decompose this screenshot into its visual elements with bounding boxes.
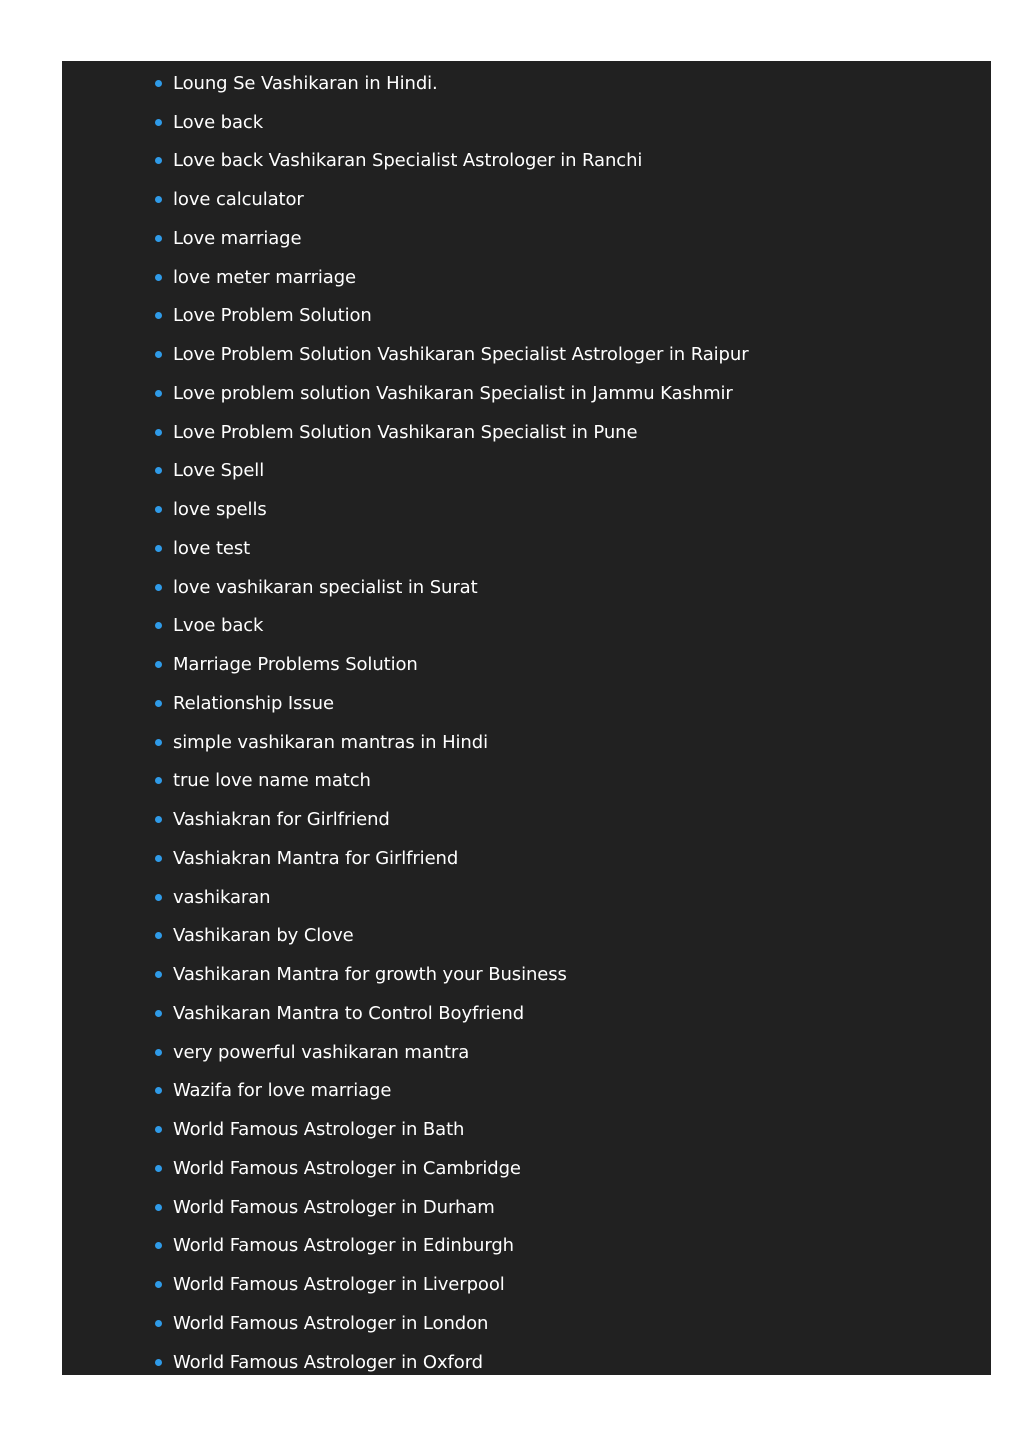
category-link[interactable]: Love back xyxy=(173,111,264,133)
category-link[interactable]: Vashikaran Mantra for growth your Business xyxy=(173,964,567,986)
list-item xyxy=(155,103,971,142)
list-item xyxy=(155,452,971,491)
bullet-icon xyxy=(155,312,162,319)
list-item xyxy=(155,762,971,801)
bullet-icon xyxy=(155,700,162,707)
list-item xyxy=(155,723,971,762)
category-link[interactable]: love vashikaran specialist in Surat xyxy=(173,576,478,598)
bullet-icon xyxy=(155,1049,162,1056)
list-item xyxy=(155,878,971,917)
category-link[interactable]: very powerful vashikaran mantra xyxy=(173,1041,470,1063)
list-item xyxy=(155,258,971,297)
list-item xyxy=(155,917,971,956)
list-item xyxy=(155,645,971,684)
category-link[interactable]: simple vashikaran mantras in Hindi xyxy=(173,731,488,753)
list-item xyxy=(155,1110,971,1149)
category-link[interactable]: Love Problem Solution Vashikaran Specialist in Pune xyxy=(173,421,638,443)
bullet-icon xyxy=(155,584,162,591)
category-link[interactable]: love test xyxy=(173,537,251,559)
category-link[interactable]: love spells xyxy=(173,499,267,521)
bullet-icon xyxy=(155,157,162,164)
bullet-icon xyxy=(155,429,162,436)
list-item xyxy=(155,142,971,181)
bullet-icon xyxy=(155,1359,162,1366)
category-link[interactable]: World Famous Astrologer in Cambridge xyxy=(173,1157,521,1179)
bullet-icon xyxy=(155,390,162,397)
category-link[interactable]: true love name match xyxy=(173,770,371,792)
category-link[interactable]: Relationship Issue xyxy=(173,692,334,714)
category-link[interactable]: Loung Se Vashikaran in Hindi. xyxy=(173,72,438,94)
list-item xyxy=(155,180,971,219)
bullet-icon xyxy=(155,467,162,474)
bullet-icon xyxy=(155,274,162,281)
category-link[interactable]: World Famous Astrologer in Oxford xyxy=(173,1351,484,1373)
bullet-icon xyxy=(155,1165,162,1172)
category-link[interactable]: World Famous Astrologer in London xyxy=(173,1312,489,1334)
bullet-icon xyxy=(155,1281,162,1288)
bullet-icon xyxy=(155,235,162,242)
list-item xyxy=(155,1149,971,1188)
category-link[interactable]: Love problem solution Vashikaran Specialist in Jammu Kashmir xyxy=(173,382,733,404)
list-item xyxy=(155,839,971,878)
bullet-icon xyxy=(155,894,162,901)
categories-panel xyxy=(62,61,991,1375)
category-link[interactable]: Lvoe back xyxy=(173,615,264,637)
category-link[interactable]: Vashikaran by Clove xyxy=(173,925,354,947)
list-item xyxy=(155,568,971,607)
list-item xyxy=(155,607,971,646)
list-item xyxy=(155,800,971,839)
bullet-icon xyxy=(155,739,162,746)
list-item xyxy=(155,219,971,258)
category-link[interactable]: World Famous Astrologer in Edinburgh xyxy=(173,1235,514,1257)
category-link[interactable]: Love marriage xyxy=(173,227,302,249)
list-item xyxy=(155,1343,971,1375)
category-link[interactable]: Love Problem Solution Vashikaran Specialist Astrologer in Raipur xyxy=(173,344,749,366)
bullet-icon xyxy=(155,1242,162,1249)
bullet-icon xyxy=(155,855,162,862)
category-link[interactable]: Vashiakran for Girlfriend xyxy=(173,809,390,831)
bullet-icon xyxy=(155,1204,162,1211)
bullet-icon xyxy=(155,80,162,87)
list-item xyxy=(155,529,971,568)
category-link[interactable]: Marriage Problems Solution xyxy=(173,654,418,676)
bullet-icon xyxy=(155,1010,162,1017)
categories-list xyxy=(155,64,971,1375)
list-item xyxy=(155,1188,971,1227)
list-item xyxy=(155,994,971,1033)
category-link[interactable]: Vashiakran Mantra for Girlfriend xyxy=(173,847,459,869)
list-item xyxy=(155,64,971,103)
bullet-icon xyxy=(155,971,162,978)
list-item xyxy=(155,684,971,723)
list-item xyxy=(155,413,971,452)
list-item xyxy=(155,490,971,529)
category-link[interactable]: World Famous Astrologer in Liverpool xyxy=(173,1274,505,1296)
bullet-icon xyxy=(155,196,162,203)
category-link[interactable]: love meter marriage xyxy=(173,266,357,288)
category-link[interactable]: vashikaran xyxy=(173,886,271,908)
category-link[interactable]: Love Spell xyxy=(173,460,265,482)
bullet-icon xyxy=(155,1126,162,1133)
bullet-icon xyxy=(155,506,162,513)
bullet-icon xyxy=(155,816,162,823)
category-link[interactable]: World Famous Astrologer in Durham xyxy=(173,1196,495,1218)
bullet-icon xyxy=(155,351,162,358)
bullet-icon xyxy=(155,932,162,939)
list-item xyxy=(155,1265,971,1304)
bullet-icon xyxy=(155,1087,162,1094)
category-link[interactable]: World Famous Astrologer in Bath xyxy=(173,1119,465,1141)
bullet-icon xyxy=(155,545,162,552)
list-item xyxy=(155,1227,971,1266)
category-link[interactable]: Love back Vashikaran Specialist Astrologer in Ranchi xyxy=(173,150,643,172)
list-item xyxy=(155,955,971,994)
list-item xyxy=(155,1072,971,1111)
list-item xyxy=(155,1304,971,1343)
bullet-icon xyxy=(155,622,162,629)
category-link[interactable]: Vashikaran Mantra to Control Boyfriend xyxy=(173,1002,525,1024)
bullet-icon xyxy=(155,661,162,668)
list-item xyxy=(155,335,971,374)
bullet-icon xyxy=(155,1320,162,1327)
bullet-icon xyxy=(155,777,162,784)
category-link[interactable]: Love Problem Solution xyxy=(173,305,372,327)
list-item xyxy=(155,374,971,413)
list-item xyxy=(155,297,971,336)
bullet-icon xyxy=(155,119,162,126)
list-item xyxy=(155,1033,971,1072)
category-link[interactable]: Wazifa for love marriage xyxy=(173,1080,392,1102)
category-link[interactable]: love calculator xyxy=(173,189,304,211)
